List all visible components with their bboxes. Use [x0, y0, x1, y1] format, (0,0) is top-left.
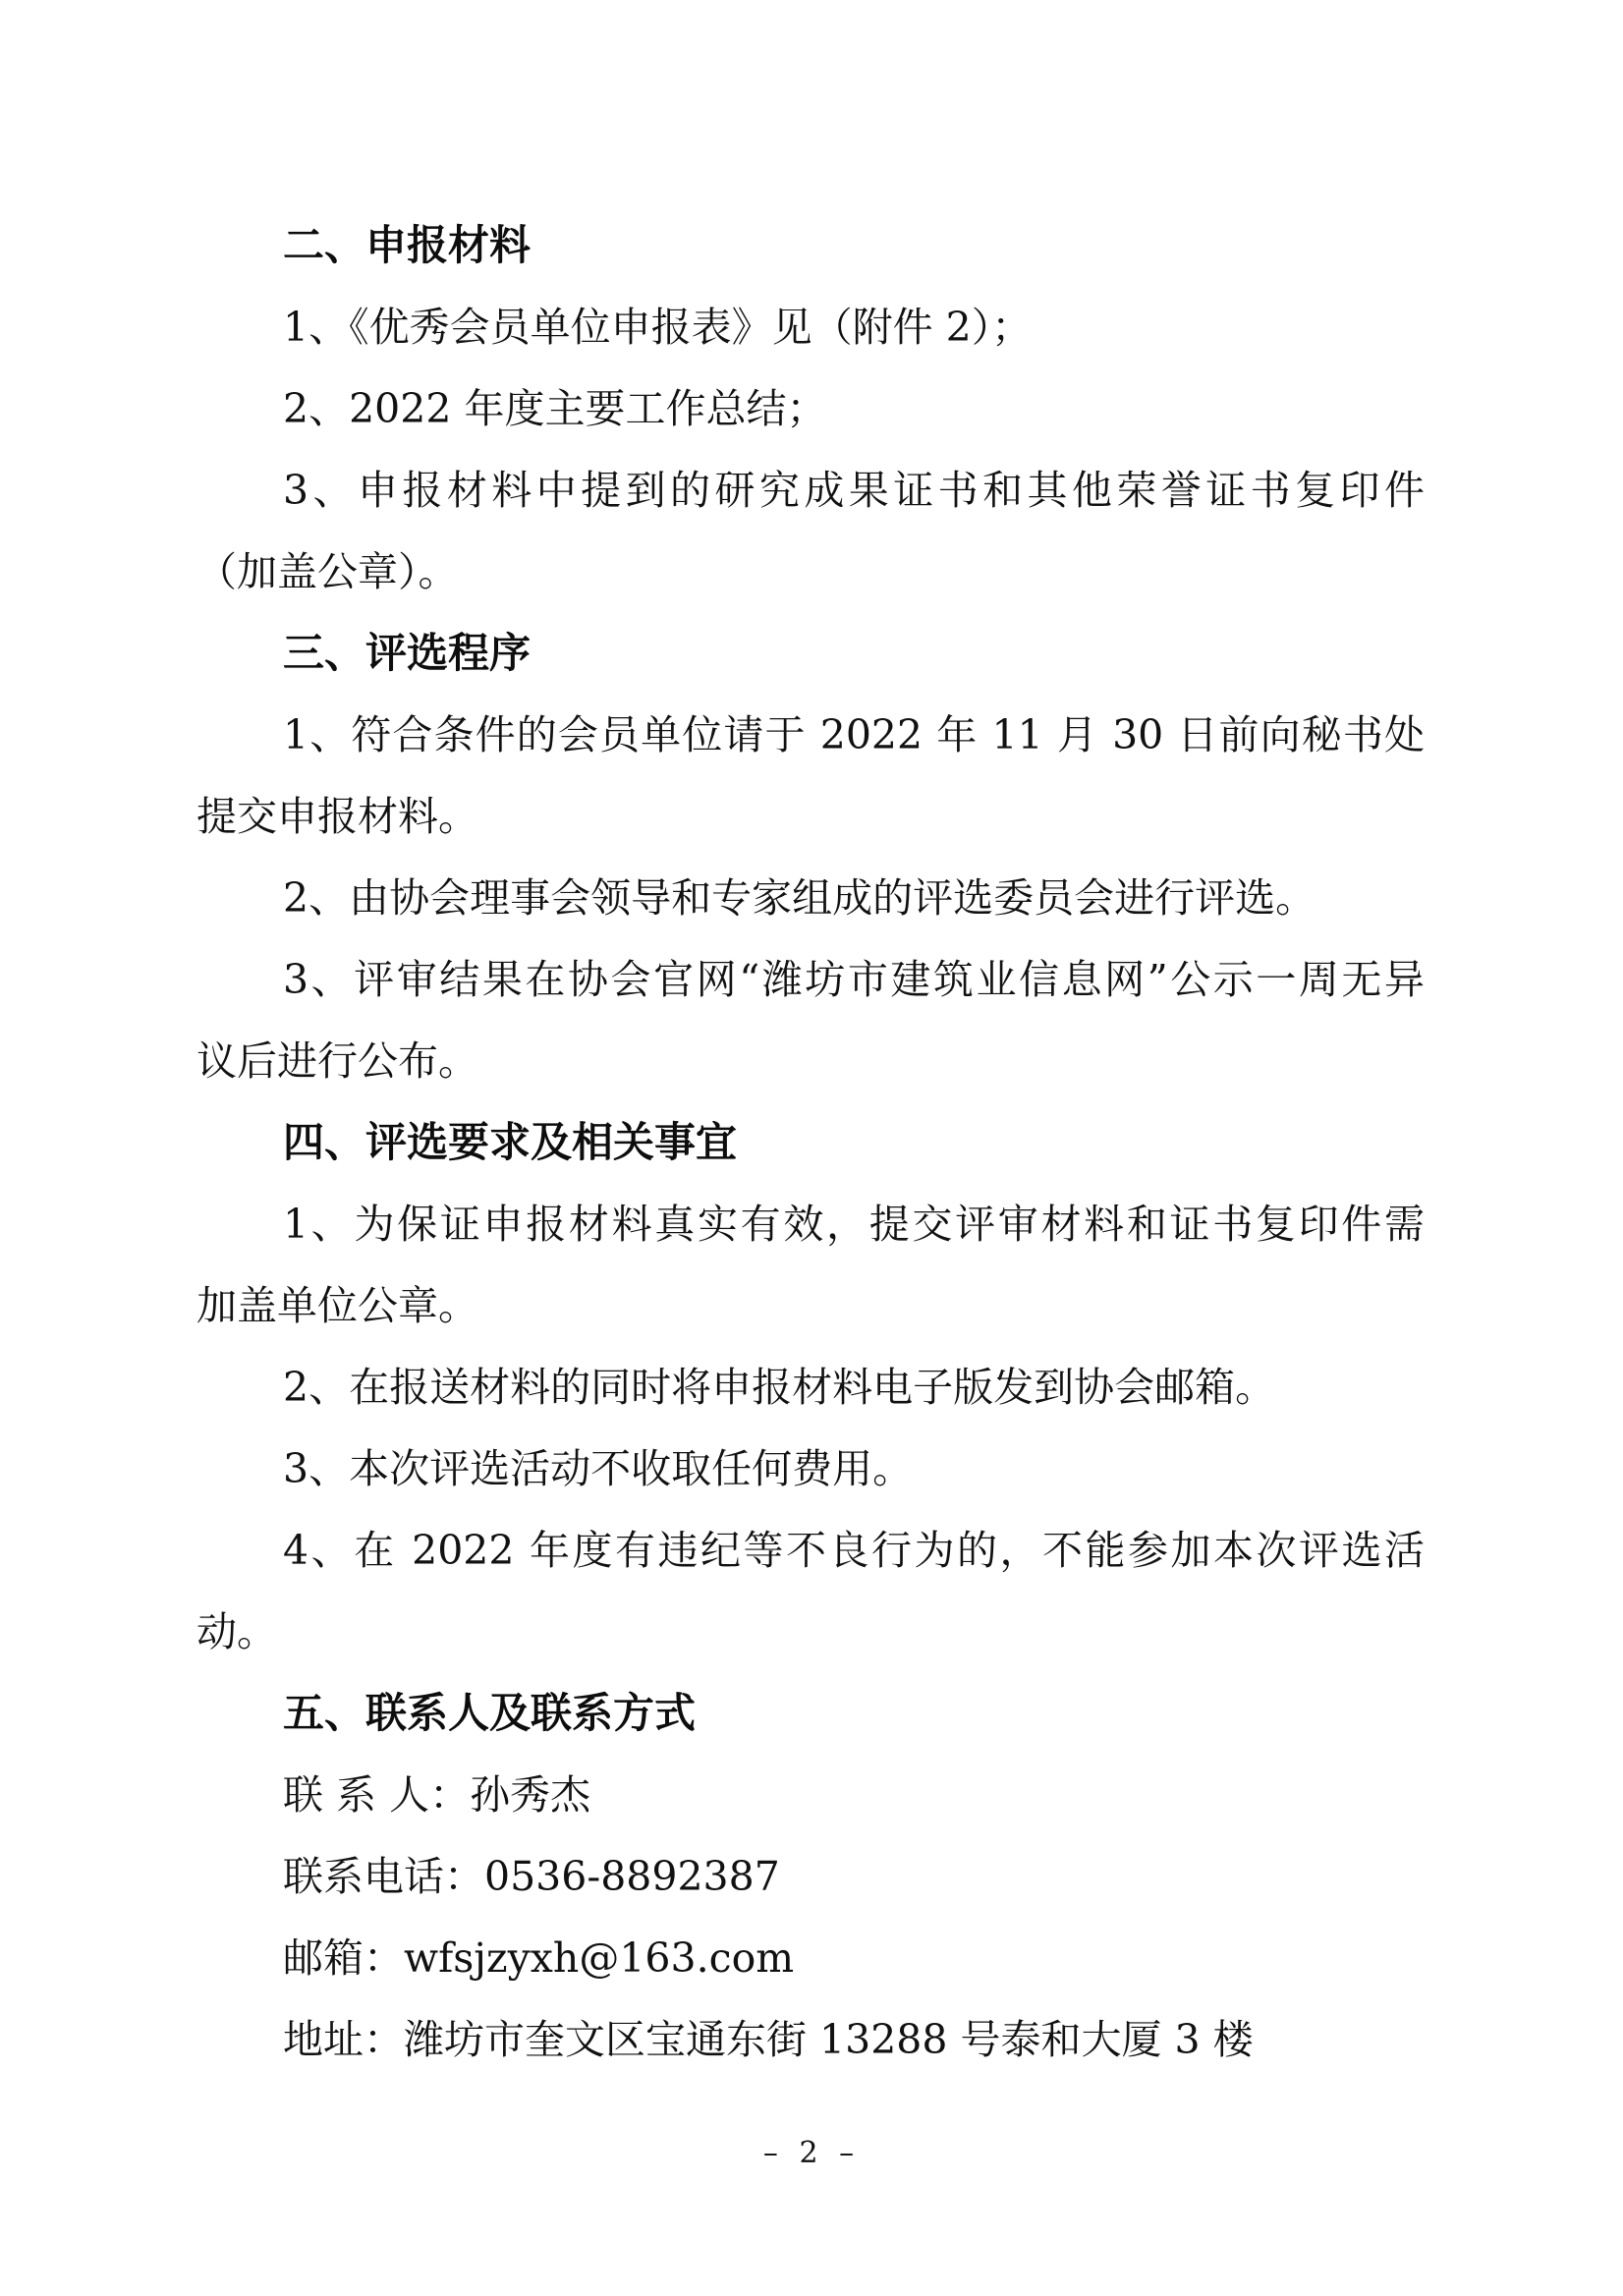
paragraph-line: 提交申报材料。 — [196, 793, 478, 840]
paragraph-line: （加盖公章）。 — [196, 548, 459, 595]
paragraph-line: 1、为保证申报材料真实有效，提交评审材料和证书复印件需 — [283, 1201, 1425, 1248]
paragraph-line: 3、申报材料中提到的研究成果证书和其他荣誉证书复印件 — [283, 467, 1425, 514]
paragraph-line: 议后进行公布。 — [196, 1037, 478, 1085]
section-heading-materials: 二、申报材料 — [283, 221, 532, 269]
paragraph-line: 4、在 2022 年度有违纪等不良行为的，不能参加本次评选活 — [283, 1527, 1425, 1574]
paragraph-line: 2、2022 年度主要工作总结； — [283, 385, 827, 432]
paragraph-line: 1、符合条件的会员单位请于 2022 年 11 月 30 日前向秘书处 — [283, 711, 1425, 758]
contact-address: 地址：潍坊市奎文区宝通东街 13288 号泰和大厦 3 楼 — [283, 2016, 1254, 2063]
paragraph-line: 加盖单位公章。 — [196, 1282, 478, 1329]
section-heading-contact: 五、联系人及联系方式 — [283, 1689, 697, 1737]
contact-person: 联 系 人：孙秀杰 — [283, 1771, 591, 1819]
paragraph-line: 2、由协会理事会领导和专家组成的评选委员会进行评选。 — [283, 874, 1316, 922]
section-heading-procedure: 三、评选程序 — [283, 629, 532, 677]
paragraph-line: 2、在报送材料的同时将申报材料电子版发到协会邮箱。 — [283, 1364, 1276, 1411]
paragraph-line: 动。 — [196, 1608, 277, 1655]
contact-phone: 联系电话：0536-8892387 — [283, 1853, 780, 1900]
paragraph-line: 1、《优秀会员单位申报表》见（附件 2）； — [283, 304, 1033, 351]
contact-email: 邮箱：wfsjzyxh@163.com — [283, 1934, 795, 1982]
section-heading-requirements: 四、评选要求及相关事宜 — [283, 1118, 738, 1166]
page-number: – 2 – — [762, 2136, 861, 2170]
paragraph-line: 3、本次评选活动不收取任何费用。 — [283, 1445, 914, 1492]
paragraph-line: 3、评审结果在协会官网“潍坊市建筑业信息网”公示一周无异 — [283, 956, 1425, 1003]
